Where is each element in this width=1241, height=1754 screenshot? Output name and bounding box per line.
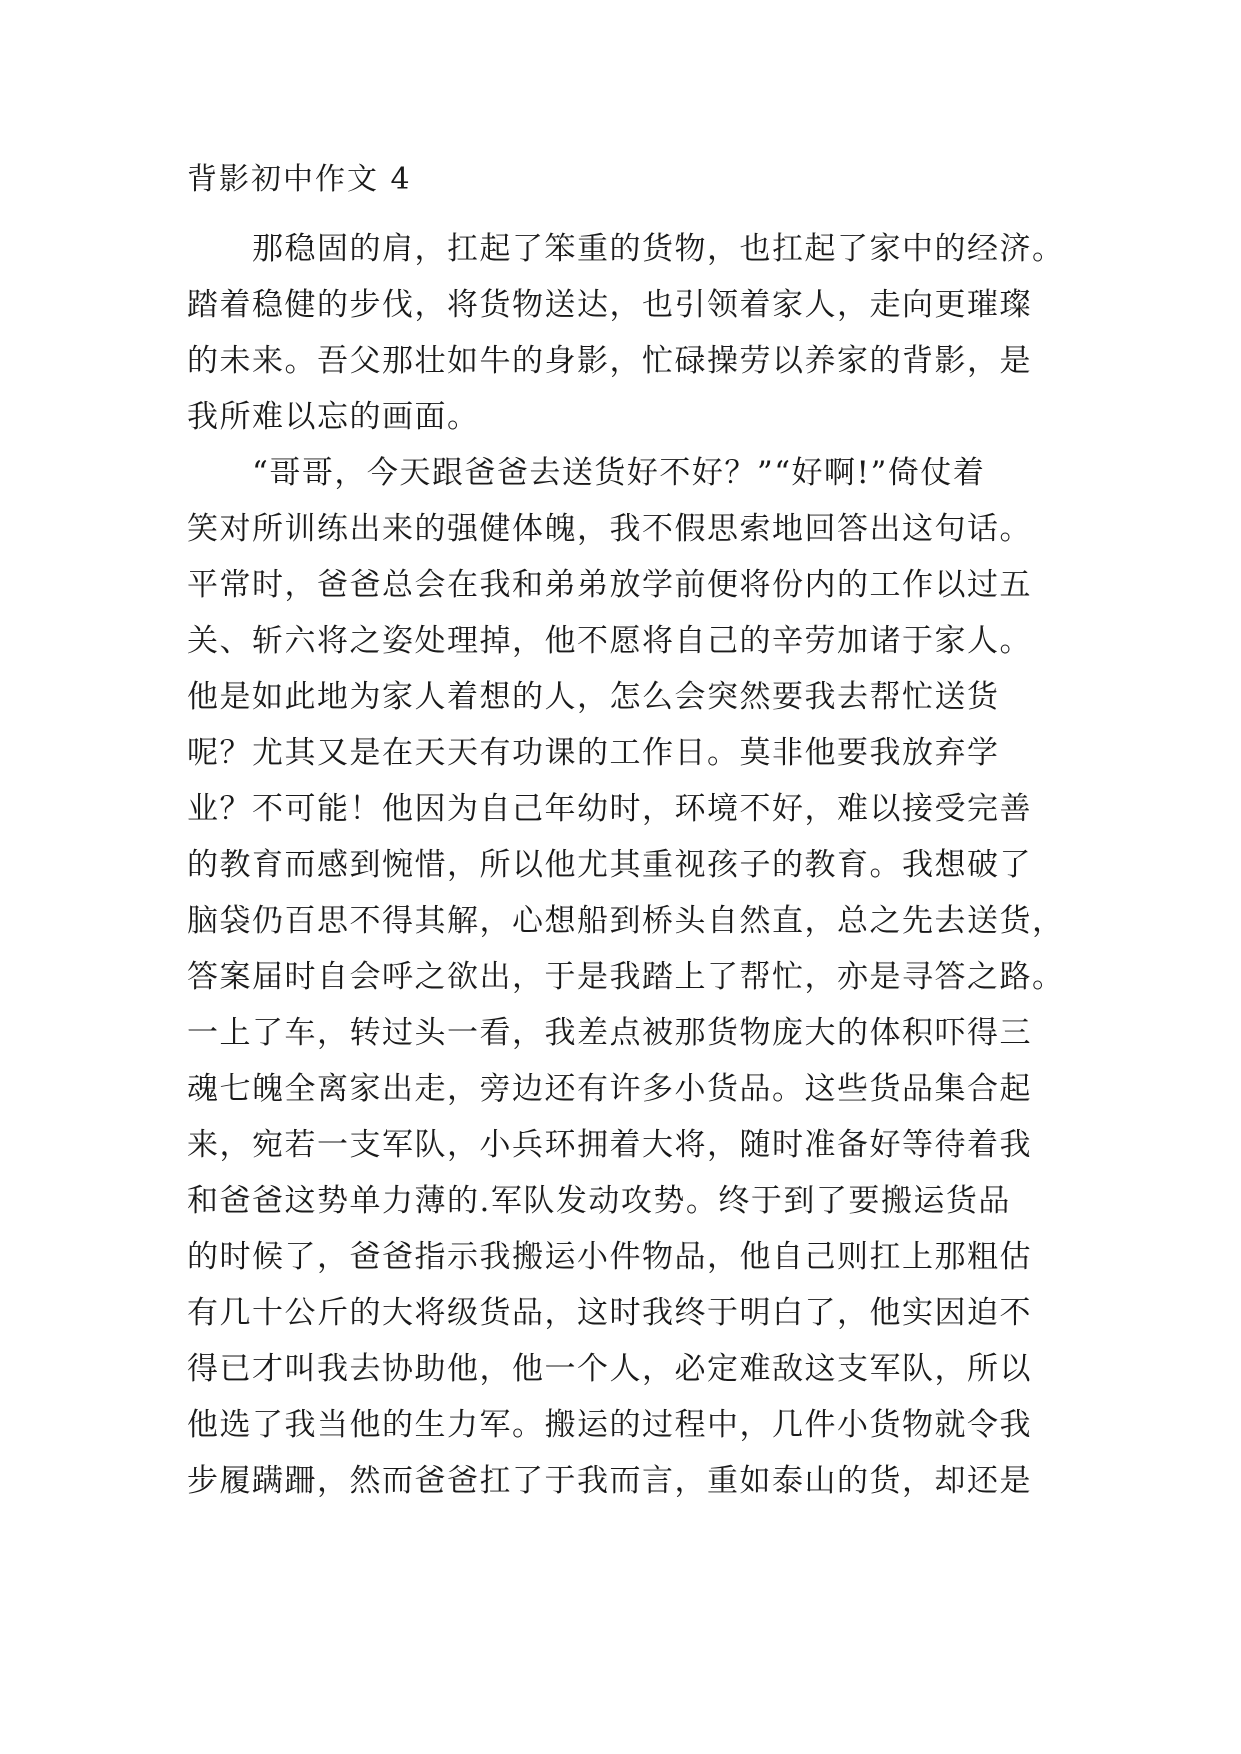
paragraph-line: 平常时，爸爸总会在我和弟弟放学前便将份内的工作以过五 [187,567,1032,603]
paragraph-line: 的未来。吾父那壮如牛的身影，忙碌操劳以养家的背影，是 [187,343,1032,379]
paragraph-line: 的教育而感到惋惜，所以他尤其重视孩子的教育。我想破了 [187,847,1032,883]
paragraph-line: “哥哥，今天跟爸爸去送货好不好？”“好啊!”倚仗着 [187,455,986,491]
paragraph-line: 呢？尤其又是在天天有功课的工作日。莫非他要我放弃学 [187,735,1000,771]
paragraph-line: 和爸爸这势单力薄的.军队发动攻势。终于到了要搬运货品 [187,1183,1011,1219]
paragraph-line: 他选了我当他的生力军。搬运的过程中，几件小货物就令我 [187,1407,1032,1443]
paragraph-line: 脑袋仍百思不得其解，心想船到桥头自然直，总之先去送货， [187,903,1065,939]
paragraph-line: 步履蹒跚，然而爸爸扛了于我而言，重如泰山的货，却还是 [187,1463,1032,1499]
paragraph-line: 得已才叫我去协助他，他一个人，必定难敌这支军队，所以 [187,1351,1032,1387]
document-title: 背影初中作文 4 [187,162,412,197]
paragraph-line: 魂七魄全离家出走，旁边还有许多小货品。这些货品集合起 [187,1071,1032,1107]
paragraph-line: 一上了车，转过头一看，我差点被那货物庞大的体积吓得三 [187,1015,1032,1051]
paragraph-line: 笑对所训练出来的强健体魄，我不假思索地回答出这句话。 [187,511,1032,547]
paragraph-line: 业？不可能！他因为自己年幼时，环境不好，难以接受完善 [187,791,1032,827]
paragraph-line: 答案届时自会呼之欲出，于是我踏上了帮忙，亦是寻答之路。 [187,959,1065,995]
paragraph-line: 有几十公斤的大将级货品，这时我终于明白了，他实因迫不 [187,1295,1032,1331]
paragraph-line: 的时候了，爸爸指示我搬运小件物品，他自己则扛上那粗估 [187,1239,1032,1275]
paragraph-line: 关、斩六将之姿处理掉，他不愿将自己的辛劳加诸于家人。 [187,623,1032,659]
paragraph-line: 他是如此地为家人着想的人，怎么会突然要我去帮忙送货 [187,679,1000,715]
paragraph-2 [187,445,1067,1509]
paragraph-line: 踏着稳健的步伐，将货物送达，也引领着家人，走向更璀璨 [187,287,1032,323]
paragraph-line: 我所难以忘的画面。 [187,399,480,435]
paragraph-1 [187,221,1067,445]
paragraph-line: 来，宛若一支军队，小兵环拥着大将，随时准备好等待着我 [187,1127,1032,1163]
paragraph-line: 那稳固的肩，扛起了笨重的货物，也扛起了家中的经济。 [187,231,1065,267]
